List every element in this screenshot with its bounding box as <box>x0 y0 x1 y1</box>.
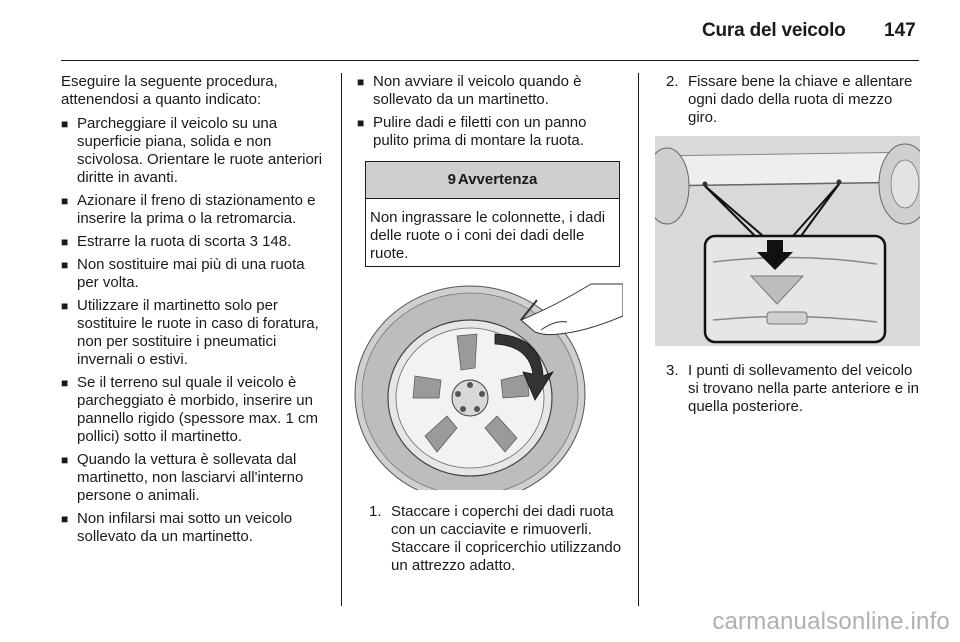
list-item: ■ Pulire dadi e filetti con un panno pulito prima di montare la ruota. <box>357 114 587 149</box>
step-2 <box>666 73 922 127</box>
bullet-icon: ■ <box>61 512 69 526</box>
list-item: 3. I punti di sollevamento del veicolo si trovano nella parte anteriore e in quella posteriore. <box>666 362 919 415</box>
list-item: 2. Fissare bene la chiave e allentare ogni dado della ruota di mezzo giro. <box>666 73 913 126</box>
list-item: ■ Se il terreno sul quale il veicolo è parcheggiato è morbido, inserire un pannello rigido (spessore max. 1 cm pollici) sotto il martinetto. <box>61 374 318 445</box>
bullet-list-2 <box>357 73 623 150</box>
bullet-icon: ■ <box>61 453 69 467</box>
page-header-title: Cura del veicolo <box>702 20 846 41</box>
warning-header <box>366 162 619 199</box>
bullet-icon: ■ <box>61 299 69 313</box>
warning-box <box>365 161 620 267</box>
bullet-list-1 <box>61 115 329 546</box>
list-item: ■ Quando la vettura è sollevata dal martinetto, non lasciarvi all'interno persone o animali. <box>61 451 304 504</box>
bullet-icon: ■ <box>61 117 69 131</box>
header-divider <box>61 60 919 61</box>
list-item: ■ Azionare il freno di stazionamento e inserire la prima o la retromarcia. <box>61 192 316 227</box>
wheel-cover-illustration <box>345 276 623 490</box>
bullet-icon: ■ <box>357 116 365 130</box>
column-divider-2 <box>638 73 639 606</box>
column-1 <box>61 73 329 551</box>
bullet-icon: ■ <box>61 258 69 272</box>
step-list-3 <box>666 362 922 416</box>
column-divider-1 <box>341 73 342 606</box>
bullet-icon: ■ <box>61 235 69 249</box>
bullet-icon: ■ <box>61 376 69 390</box>
step-3 <box>666 362 922 416</box>
bullet-icon: ■ <box>61 194 69 208</box>
column-2-top <box>357 73 623 155</box>
list-item: ■ Non infilarsi mai sotto un veicolo sollevato da un martinetto. <box>61 510 293 545</box>
list-item: ■ Utilizzare il martinetto solo per sostituire le ruote in caso di foratura, non per sostituire i pneumatici invernali o estivi. <box>61 297 319 368</box>
page-number: 147 <box>884 20 916 41</box>
step-1 <box>369 503 625 575</box>
list-item: ■ Parcheggiare il veicolo su una superficie piana, solida e non scivolosa. Orientare le ruote anteriori diritte in avanti. <box>61 115 323 186</box>
jacking-point-illustration <box>655 136 920 346</box>
list-item: ■ Non avviare il veicolo quando è sollevato da un martinetto. <box>357 73 582 108</box>
warning-title: Avvertenza <box>457 171 538 188</box>
watermark: carmanualsonline.info <box>712 608 950 635</box>
list-item: ■ Non sostituire mai più di una ruota per volta. <box>61 256 305 291</box>
warning-icon: 9 <box>447 171 456 188</box>
list-item: 1. Staccare i coperchi dei dadi ruota con un cacciavite e rimuoverli. Staccare il copricerchio utilizzando un attrezzo adatto. <box>369 503 622 574</box>
step-list-1 <box>369 503 625 575</box>
step-list-2 <box>666 73 922 127</box>
list-item: ■ Estrarre la ruota di scorta 3 148. <box>61 233 292 250</box>
bullet-icon: ■ <box>357 75 365 89</box>
intro-text: Eseguire la seguente procedura, attenendosi a quanto indicato: <box>61 73 278 108</box>
warning-text: Non ingrassare le colonnette, i dadi delle ruote o i coni dei dadi delle ruote. <box>370 209 606 262</box>
